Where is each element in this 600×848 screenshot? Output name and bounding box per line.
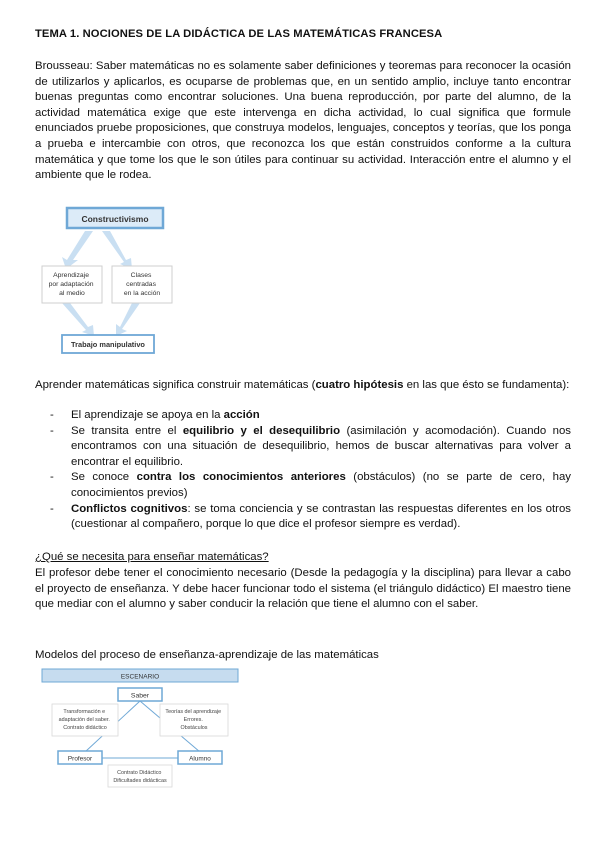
- hypothesis-text: : se toma conciencia y se contrastan las respuestas diferentes en los otros (cuestionar al compañero, porque lo que dice el profesor siempre es verdad).: [71, 502, 571, 531]
- bottom-note-line1: Contrato Didáctico: [117, 770, 162, 776]
- list-dash: -: [50, 409, 54, 421]
- four-hypotheses-bold: cuatro hipótesis: [315, 379, 404, 391]
- constructivism-label: Constructivismo: [81, 214, 149, 224]
- hypothesis-text: Se transita entre el: [71, 424, 183, 437]
- learning-text-pre: Aprender matemáticas significa construir matemáticas (: [35, 379, 316, 391]
- right-note-line3: Obstáculos: [180, 725, 208, 731]
- alumno-label: Alumno: [189, 755, 211, 763]
- arrow-down-right: [102, 231, 132, 269]
- right-note-line2: Errores.: [183, 717, 203, 723]
- hypothesis-text: (asimilación y acomodación). Cuando nos encontramos con una situación de desequilibrio, hemos de buscar alternativas para volver a encontrar el equilibrio.: [71, 424, 571, 468]
- hypothesis-bold: equilibrio y el desequilibrio: [182, 424, 341, 437]
- hypotheses-list: [50, 408, 571, 533]
- hypothesis-item: [50, 502, 571, 533]
- list-dash: -: [50, 424, 54, 437]
- svg-text:Transformación e adaptac: [59, 709, 112, 731]
- list-dash: -: [50, 471, 54, 484]
- bottom-note-line2: Dificultades didácticas: [113, 778, 167, 784]
- page-title: TEMA 1. NOCIONES DE LA DIDÁCTICA DE LAS MATEMÁTICAS FRANCESA: [35, 28, 443, 40]
- hypothesis-text: Se conoce: [71, 471, 137, 484]
- left-note-line1: Transformación e: [63, 709, 106, 715]
- hypothesis-item: [50, 470, 571, 501]
- arrow-down-left: [62, 231, 93, 269]
- right-note-line1: Teorías del aprendizaje: [165, 709, 222, 715]
- scenario-label: ESCENARIO: [120, 673, 160, 681]
- hypothesis-bold: acción: [223, 409, 260, 421]
- adaptation-line2: por adaptación: [48, 281, 94, 288]
- hypothesis-text: El aprendizaje se apoya en la: [71, 409, 224, 421]
- left-note-line3: Contrato didáctico: [63, 725, 107, 731]
- question-heading: ¿Qué se necesita para enseñar matemáticas?: [35, 551, 269, 563]
- hypothesis-bold: contra los conocimientos anteriores: [136, 471, 346, 484]
- action-classes-line3: en la acción: [123, 290, 161, 297]
- action-classes-line1: Clases: [130, 272, 152, 279]
- adaptation-line3: al medio: [59, 290, 85, 297]
- manipulative-work-label: Trabajo manipulativo: [71, 340, 145, 349]
- teacher-paragraph: El profesor debe tener el conocimiento necesario (Desde la pedagogía y la disciplina) para llevar a cabo el proyecto de enseñanza. Y debe hacer funcionar todo el sistema (el triángulo didáctico) El maestro tiene que mediar con el alumno y saber conducir la relación que tiene el alumno con el saber.: [35, 567, 571, 611]
- adaptation-line1: Aprendizaje: [53, 272, 90, 279]
- learning-text-post: en las que ésto se fundamenta):: [403, 379, 570, 391]
- hypothesis-item: [50, 408, 571, 424]
- brousseau-paragraph: Brousseau: Saber matemáticas no es solamente saber definiciones y teoremas para reconocer la ocasión de utilizarlos y aplicarlos, es ocuparse de problemas que, en un sentido amplio, incluye tanto encontrar buenas preguntas como encontrar soluciones. Una buena reproducción, por parte del alumno, de la actividad matemática exige que este intervenga en dicha actividad, lo cual significa que formule enunciados pruebe proposiciones, que construya modelos, lenguajes, conceptos y teorías, que los ponga a prueba e intercambie con otros, que reconozca los que están construidos conforme a la cultura matemática y que tome los que le son útiles para continuar su actividad. Interacción entre el alumno y el ambiente que le rodea.: [35, 60, 571, 182]
- hypothesis-item: [50, 424, 571, 471]
- profesor-label: Profesor: [67, 755, 93, 763]
- arrow-up-left: [62, 303, 94, 336]
- models-heading: Modelos del proceso de enseñanza-aprendizaje de las matemáticas: [35, 649, 379, 661]
- constructivism-diagram: [40, 205, 200, 355]
- left-note-line2: adaptación del saber.: [58, 717, 110, 723]
- hypothesis-bold: Conflictos cognitivos: [71, 502, 188, 515]
- action-classes-line2: centradas: [126, 281, 156, 288]
- learning-paragraph: [35, 378, 571, 394]
- hypothesis-text: (obstáculos) (no se parte de cero, hay conocimientos previos): [71, 471, 571, 499]
- list-dash: -: [50, 502, 54, 515]
- saber-label: Saber: [130, 692, 150, 700]
- didactic-triangle-diagram: [40, 668, 240, 793]
- arrow-up-right: [116, 303, 140, 336]
